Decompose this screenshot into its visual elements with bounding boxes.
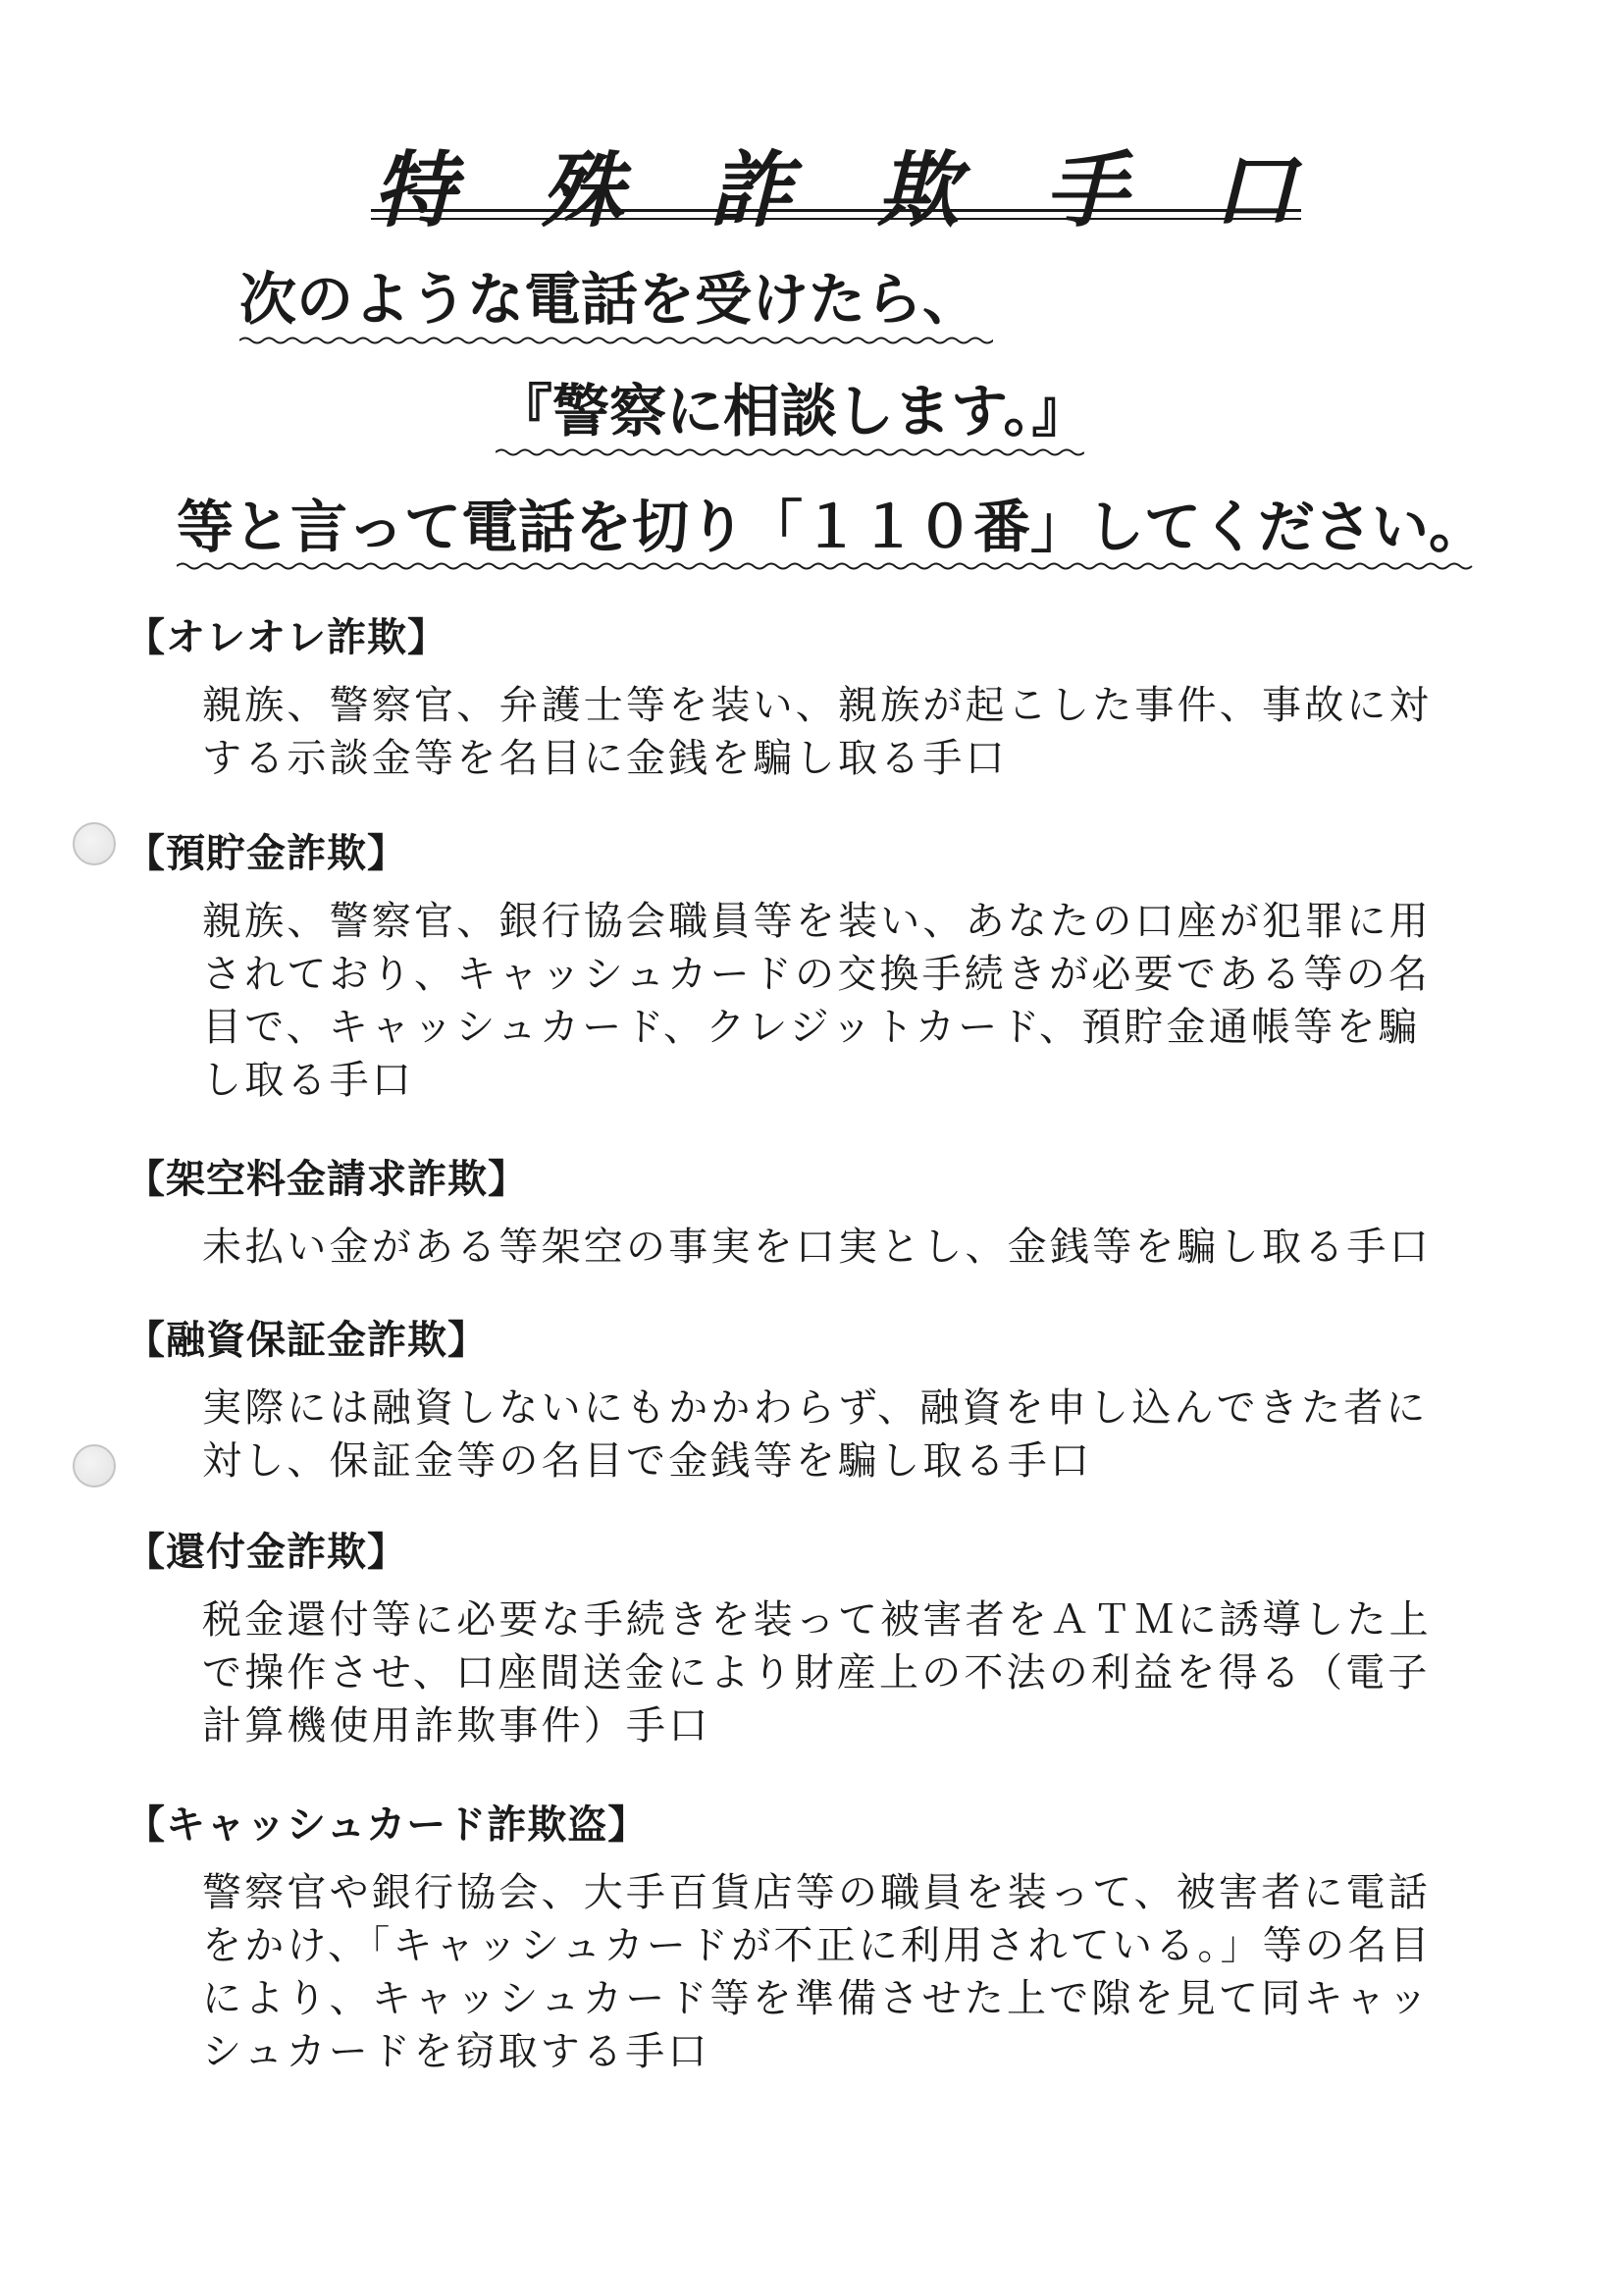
section-body [202,895,1507,1107]
page-title [373,130,1295,237]
section-title: 【架空料金請求詐欺】 [126,1157,528,1202]
body-line: で操作させ、口座間送金により財産上の不法の利益を得る（電子 [202,1650,1431,1696]
body-line: 未払い金がある等架空の事実を口実とし、金銭等を騙し取る手口 [202,1225,1432,1270]
section-savings-fraud [126,831,1519,1107]
section-loan-guarantee-fraud [126,1318,1519,1487]
title-char: 欺 [876,140,960,238]
section-refund-fraud [126,1530,1519,1752]
intro-line-3: 等と言って電話を切り「１１０番」してください。 [177,494,1487,560]
section-body [202,1866,1507,2078]
body-line: 親族、警察官、弁護士等を装い、親族が起こした事件、事故に対 [202,683,1432,728]
body-line: 実際には融資しないにもかかわらず、融資を申し込んできた者に [202,1385,1429,1431]
wavy-underline [496,447,1084,457]
intro-line-1: 次のような電話を受けたら、 [239,266,980,333]
section-title: 【預貯金詐欺】 [126,831,407,876]
title-char: 特 [373,140,456,238]
body-line: 警察官や銀行協会、大手百貨店等の職員を装って、被害者に電話 [202,1870,1431,1915]
body-line: 目で、キャッシュカード、クレジットカード、預貯金通帳等を騙 [202,1005,1421,1050]
section-ore-ore-fraud [126,615,1519,785]
binder-hole [73,1444,116,1487]
section-cash-card-theft [126,1802,1519,2078]
body-line: 対し、保証金等の名目で金銭等を騙し取る手口 [202,1438,1093,1484]
body-line: シュカードを窃取する手口 [202,2029,710,2074]
body-line: する示談金等を名目に金銭を騙し取る手口 [202,736,1008,781]
title-underline [371,209,1301,212]
section-body [202,1382,1507,1487]
title-char: 詐 [708,140,792,238]
body-line: されており、キャッシュカードの交換手続きが必要である等の名 [202,952,1431,997]
body-line: し取る手口 [202,1058,414,1103]
section-title: 【還付金詐欺】 [126,1530,407,1575]
wavy-underline [177,561,1515,571]
title-char: 手 [1044,140,1127,238]
binder-hole [73,822,116,865]
section-title: 【オレオレ詐欺】 [126,615,447,660]
section-body [202,1593,1507,1752]
title-char: 口 [1212,140,1295,238]
body-line: をかけ、「キャッシュカードが不正に利用されている。」等の名目 [202,1923,1433,1968]
wavy-underline [239,336,993,345]
body-line: 親族、警察官、銀行協会職員等を装い、あなたの口座が犯罪に用 [202,899,1432,944]
title-underline-secondary [371,218,1301,220]
section-body [202,679,1507,785]
section-body [202,1221,1507,1274]
body-line: により、キャッシュカード等を準備させた上で隙を見て同キャッ [202,1976,1431,2021]
body-line: 税金還付等に必要な手続きを装って被害者をＡＴＭに誘導した上 [202,1597,1432,1643]
title-char: 殊 [541,140,624,238]
intro-line-2: 『警察に相談します。』 [496,378,1089,444]
section-fictitious-billing-fraud [126,1157,1519,1274]
section-title: 【キャッシュカード詐欺盗】 [126,1802,649,1848]
body-line: 計算機使用詐欺事件）手口 [202,1703,711,1748]
section-title: 【融資保証金詐欺】 [126,1318,488,1363]
